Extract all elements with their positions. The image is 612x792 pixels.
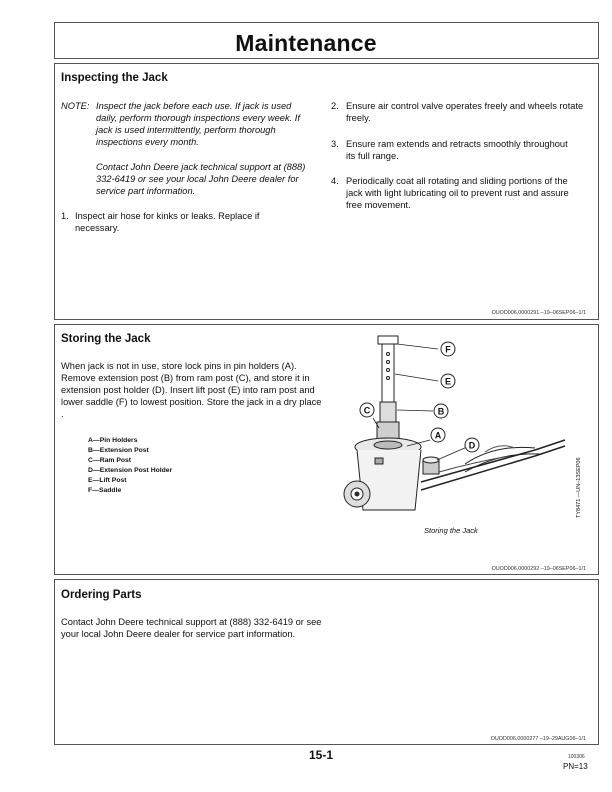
inspecting-ref-code: OUOD006,0000291 –19–06SEP06–1/1 bbox=[491, 310, 586, 316]
storing-body: When jack is not in use, store lock pins in pin holders (A). Remove extension post (B) from ram post (C), and store it in extension post holder (D). Insert lift post (E) into ram post and lower saddle (F) to lowest position. Store the jack in a dry place . bbox=[61, 361, 322, 419]
storing-legend bbox=[88, 436, 172, 496]
legend-item-a: A—Pin Holders bbox=[88, 437, 138, 444]
step-3-num: 3. bbox=[331, 139, 339, 149]
step-1-num: 1. bbox=[61, 211, 69, 221]
step-4-num: 4. bbox=[331, 176, 339, 186]
callout-e: E bbox=[444, 376, 452, 387]
step-3-text: Ensure ram extends and retracts smoothly throughout its full range. bbox=[346, 139, 568, 161]
ordering-ref-code: OUOD006,0000277 –19–29AUG06–1/1 bbox=[490, 736, 586, 742]
callout-c: C bbox=[363, 405, 371, 416]
ordering-section bbox=[54, 579, 599, 745]
step-2-num: 2. bbox=[331, 101, 339, 111]
ordering-body: Contact John Deere technical support at (888) 332-6419 or see your local John Deere dealer for service part information. bbox=[61, 617, 322, 639]
footer-small-code: 100306 bbox=[568, 754, 585, 760]
callout-a: A bbox=[434, 430, 442, 441]
callout-d: D bbox=[468, 440, 476, 451]
callout-b: B bbox=[437, 406, 445, 417]
jack-illustration bbox=[335, 332, 570, 532]
legend-item-f: F—Saddle bbox=[88, 487, 122, 494]
note-text: Inspect the jack before each use. If jack is used daily, perform thorough inspections every week. If jack is used intermittently, perform thorough inspections every month. bbox=[96, 101, 300, 147]
callout-f: F bbox=[445, 344, 451, 355]
storing-heading: Storing the Jack bbox=[61, 333, 151, 345]
figure-caption: Storing the Jack bbox=[424, 526, 478, 535]
storing-ref-code: OUOD006,0000292 –19–06SEP06–1/1 bbox=[491, 566, 586, 572]
legend-item-d: D—Extension Post Holder bbox=[88, 467, 173, 474]
footer-pn: PN=13 bbox=[563, 762, 588, 771]
step-2-text: Ensure air control valve operates freely and wheels rotate freely. bbox=[346, 101, 584, 123]
step-1-text: Inspect air hose for kinks or leaks. Replace if necessary. bbox=[75, 211, 260, 233]
note-contact: Contact John Deere jack technical support at (888) 332-6419 or see your local John Deere dealer for service part information. bbox=[96, 162, 306, 196]
inspecting-heading: Inspecting the Jack bbox=[61, 72, 168, 84]
page-title: Maintenance bbox=[235, 30, 377, 56]
legend-item-c: C—Ram Post bbox=[88, 457, 132, 464]
step-4-text: Periodically coat all rotating and sliding portions of the jack with light lubricating oil to prevent rust and assure free movement. bbox=[346, 176, 569, 210]
ordering-heading: Ordering Parts bbox=[61, 589, 142, 601]
legend-item-b: B—Extension Post bbox=[88, 447, 149, 454]
legend-item-e: E—Lift Post bbox=[88, 477, 127, 484]
figure-code: TY8471 —UN–13SEP06 bbox=[576, 457, 582, 518]
page-number: 15-1 bbox=[309, 748, 334, 762]
note-label: NOTE: bbox=[61, 101, 90, 111]
